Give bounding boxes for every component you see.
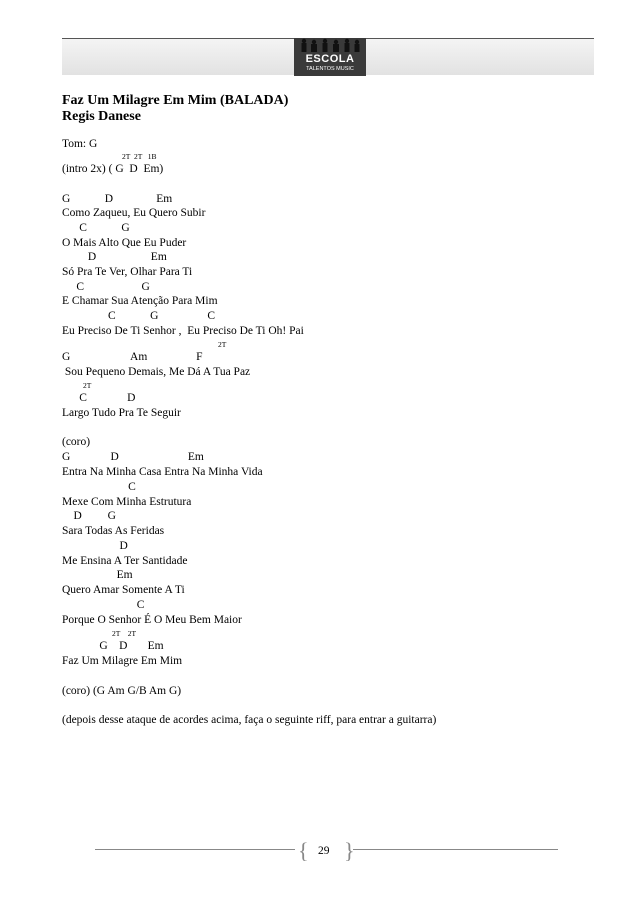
chord-line: G D Em [62,640,164,652]
chord-line: C [62,481,136,493]
lyric-line: Me Ensina A Ter Santidade [62,555,188,567]
chord-line: G D Em [62,451,204,463]
song-title: Faz Um Milagre Em Mim (BALADA) [62,93,289,108]
lyric-line: O Mais Alto Que Eu Puder [62,237,187,249]
lyric-line: Só Pra Te Ver, Olhar Para Ti [62,266,193,278]
strum-marks: 2T 2T 1B [122,152,157,161]
logo-title: ESCOLA [305,53,355,65]
chord-line: C G C [62,310,216,322]
chord-line: D G [62,510,116,522]
chorus-label: (coro) [62,436,91,448]
instruction-note: (depois desse ataque de acordes acima, faça o seguinte riff, para entrar a guitarra) [62,714,437,726]
lyric-line: Entra Na Minha Casa Entra Na Minha Vida [62,466,263,478]
strum-marks: 2T [218,340,227,349]
lyric-line: Faz Um Milagre Em Mim [62,655,183,667]
right-brace-icon: } [344,838,355,863]
chord-line: C G [62,222,130,234]
strum-marks: 2T 2T [112,629,137,638]
intro-line: (intro 2x) ( G D Em) [62,163,164,175]
footer-rule-left [95,849,295,850]
chord-line: D [62,540,128,552]
logo-subtitle: TALENTOS MUSIC [306,66,354,72]
chord-line: Em [62,569,133,581]
lyric-line: E Chamar Sua Atenção Para Mim [62,295,218,307]
lyric-line: Porque O Senhor É O Meu Bem Maior [62,614,242,626]
musicians-silhouette-icon [298,38,362,52]
left-brace-icon: { [298,838,309,863]
lyric-line: Sou Pequeno Demais, Me Dá A Tua Paz [62,366,251,378]
chord-line: G D Em [62,193,173,205]
key-line: Tom: G [62,138,98,150]
lyric-line: Quero Amar Somente A Ti [62,584,185,596]
lyric-line: Mexe Com Minha Estrutura [62,496,192,508]
chord-line: D Em [62,251,167,263]
lyric-line: Eu Preciso De Ti Senhor , Eu Preciso De Ti Oh! Pai [62,325,304,337]
chord-line: C G [62,281,150,293]
school-logo [294,38,366,76]
lyric-line: Como Zaqueu, Eu Quero Subir [62,207,206,219]
chord-line: G Am F [62,351,203,363]
lyric-line: Largo Tudo Pra Te Seguir [62,407,181,419]
chord-line: C [62,599,145,611]
page-number: 29 [318,845,330,857]
song-artist: Regis Danese [62,109,141,124]
chorus-chords-line: (coro) (G Am G/B Am G) [62,685,182,697]
footer-rule-right [353,849,558,850]
chord-line: C D [62,392,136,404]
lyric-line: Sara Todas As Feridas [62,525,165,537]
strum-marks: 2T [83,381,92,390]
